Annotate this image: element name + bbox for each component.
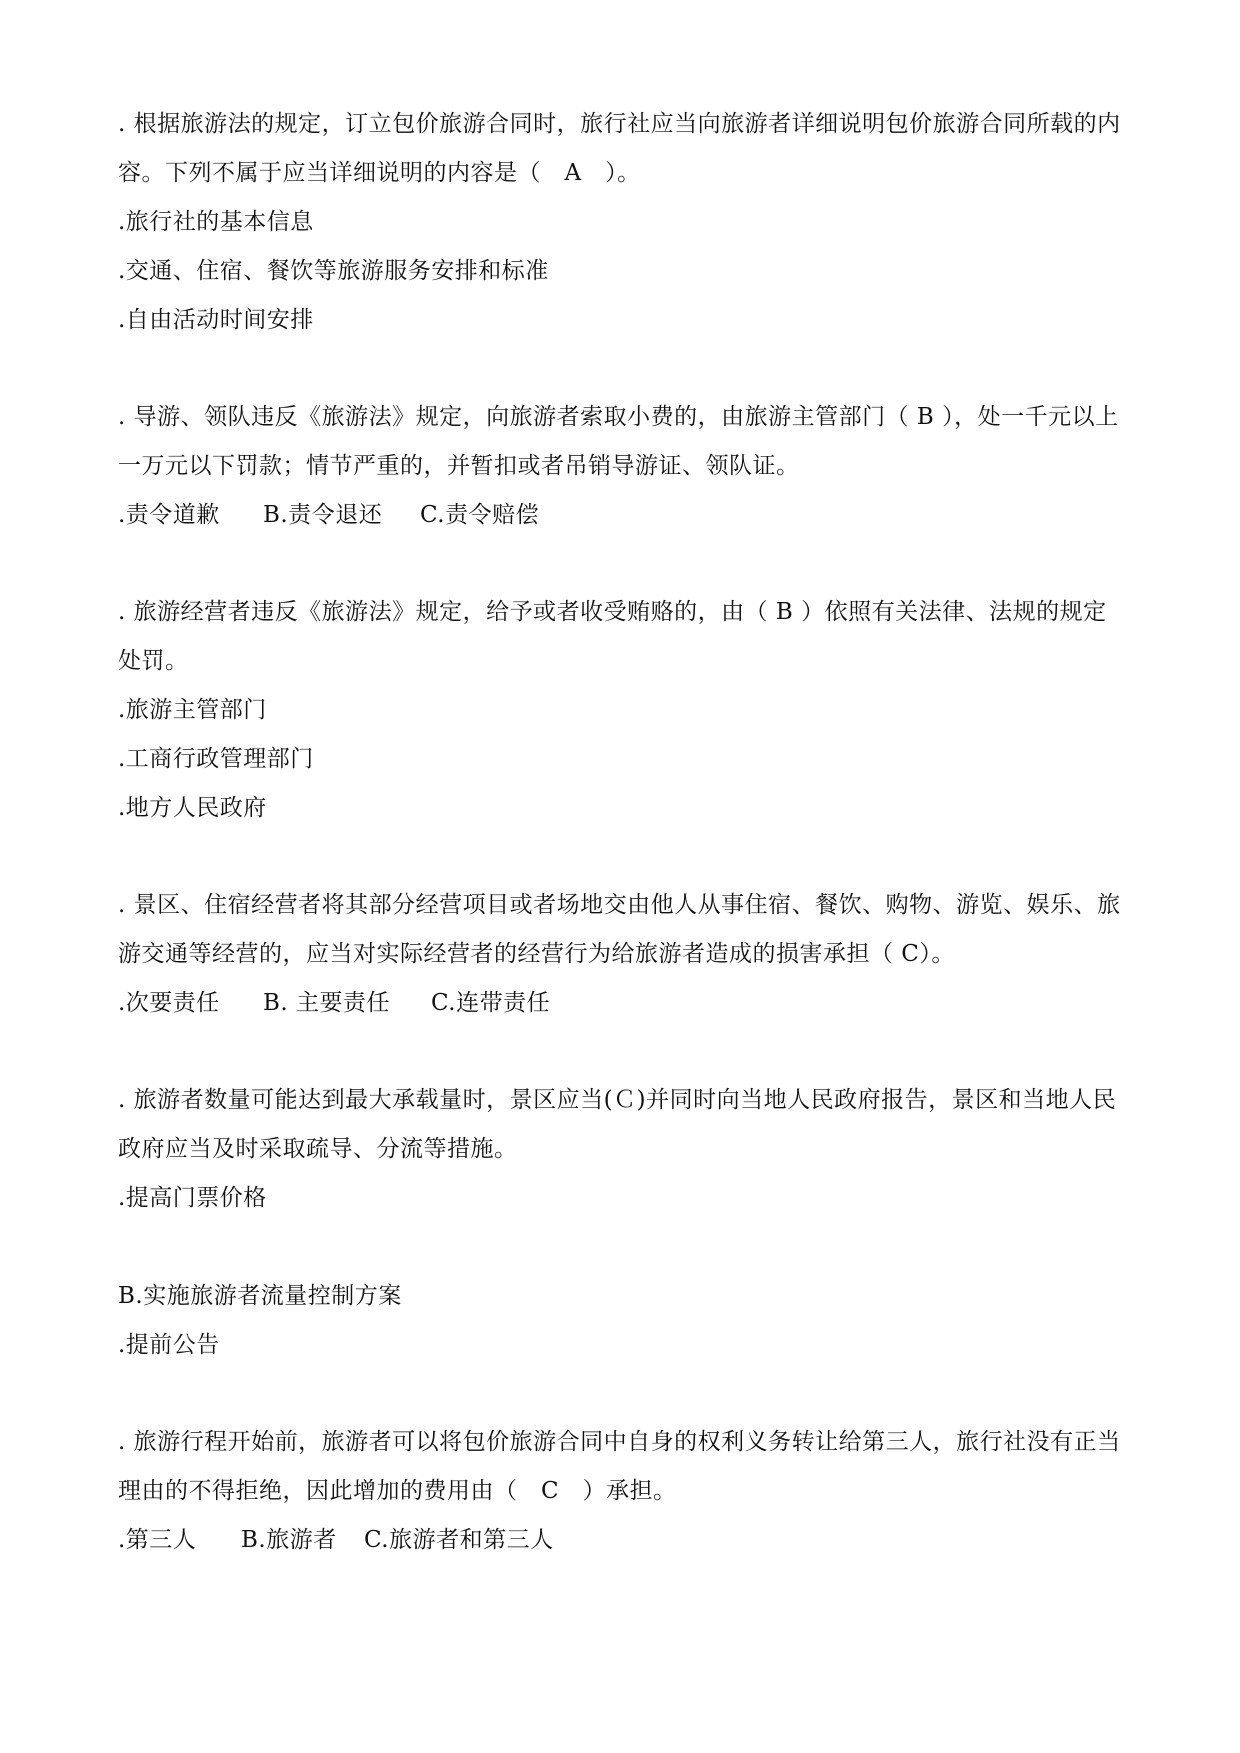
option-b: .交通、住宿、餐饮等旅游服务安排和标准 <box>118 258 549 284</box>
options-row <box>118 979 1128 1028</box>
option-c: C.旅游者和第三人 <box>364 1527 554 1553</box>
option-a: .次要责任 <box>118 990 220 1016</box>
option-c: .提前公告 <box>118 1332 220 1358</box>
question-3 <box>118 588 1128 833</box>
question-2 <box>118 393 1128 540</box>
options-row <box>118 491 1128 540</box>
option-c: .地方人民政府 <box>118 795 267 821</box>
question-text: . 旅游者数量可能达到最大承载量时，景区应当(Ｃ)并同时向当地人民政府报告，景区和当地人民政府应当及时采取疏导、分流等措施。 <box>118 1087 1117 1162</box>
option-c: C.连带责任 <box>431 990 551 1016</box>
question-4 <box>118 881 1128 1028</box>
option-a: .第三人 <box>118 1527 197 1553</box>
document-page <box>118 100 1128 1613</box>
question-text: . 旅游经营者违反《旅游法》规定，给予或者收受贿赂的，由（ B ）依照有关法律、法规的规定处罚。 <box>118 599 1107 674</box>
option-b: .工商行政管理部门 <box>118 746 314 772</box>
question-6 <box>118 1418 1128 1565</box>
option-c: .自由活动时间安排 <box>118 307 314 333</box>
question-text: . 景区、住宿经营者将其部分经营项目或者场地交由他人从事住宿、餐饮、购物、游览、娱乐、旅游交通等经营的，应当对实际经营者的经营行为给旅游者造成的损害承担（ C）。 <box>118 892 1121 967</box>
option-b: B.责令退还 <box>263 502 383 528</box>
question-1 <box>118 100 1128 345</box>
options-row <box>118 1516 1128 1565</box>
option-a: .旅游主管部门 <box>118 697 267 723</box>
option-b: B.旅游者 <box>241 1527 337 1553</box>
question-5 <box>118 1076 1128 1370</box>
option-b: B.实施旅游者流量控制方案 <box>118 1283 402 1309</box>
option-b: B. 主要责任 <box>263 990 391 1016</box>
option-c: C.责令赔偿 <box>420 502 540 528</box>
question-text: . 旅游行程开始前，旅游者可以将包价旅游合同中自身的权利义务转让给第三人，旅行社没有正当理由的不得拒绝，因此增加的费用由（ C ）承担。 <box>118 1429 1121 1504</box>
option-a: .旅行社的基本信息 <box>118 209 314 235</box>
option-a: .责令道歉 <box>118 502 220 528</box>
blank-line <box>118 1223 1128 1272</box>
question-text: . 根据旅游法的规定，订立包价旅游合同时，旅行社应当向旅游者详细说明包价旅游合同所载的内容。下列不属于应当详细说明的内容是（ A ）。 <box>118 111 1121 186</box>
option-a: .提高门票价格 <box>118 1185 267 1211</box>
question-text: . 导游、领队违反《旅游法》规定，向旅游者索取小费的，由旅游主管部门（ B ），处一千元以上一万元以下罚款；情节严重的，并暂扣或者吊销导游证、领队证。 <box>118 404 1119 479</box>
